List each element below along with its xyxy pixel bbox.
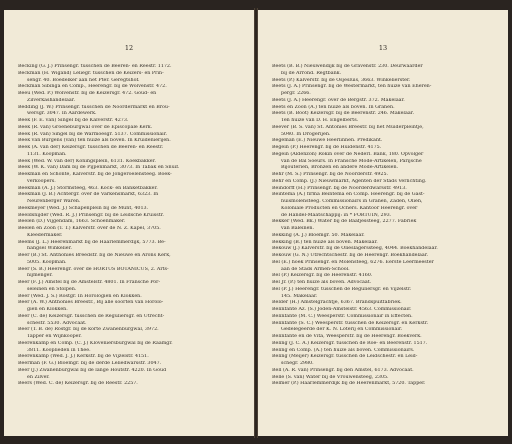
directory-line: Beer (Wed. J. S.) Rostgr. In Horologien en Klokken. (18, 293, 142, 299)
directory-line: Begein (P.) Heerengr. bij de Huidenstr. 4175. (272, 145, 382, 150)
directory-line: van de Bal Soeurs. In Fransche Mode-Artikelen, Parijsche (281, 158, 422, 164)
directory-line: Beek (A. van der) Keizersgr. tusschen de Beeren- en Reestr. (18, 145, 164, 150)
left-page (4, 10, 254, 436)
directory-line: 5005. Koopman. (27, 259, 67, 265)
directory-line: bij de Arrond. Regtbank. (281, 70, 342, 76)
directory-line: schegr. 2980. (281, 361, 314, 366)
directory-line: Beeu (Wed. P.) Wolvenstr. bij de Keizersgr. 472. Goud- en (18, 91, 157, 96)
directory-line: Beekman (A. J.) Stormsteeg, 463. Kock- en Banketbakker. (18, 185, 158, 191)
directory-line: Beelen (D.) Vijgendam, 1663. Schoenmaker. (18, 219, 126, 225)
directory-line: Beek van Burgens (van) ten huize als boven. In Kruidenierijen. (18, 138, 171, 144)
directory-line: Behr en Comp. (J.) Nieuwmarkt, Agenten der Stads Verlichting. (272, 178, 427, 184)
directory-line: Begein (Aldenzon) Rokin over de Nederl. Bank, 180. Opvolger (272, 151, 424, 157)
directory-line: Beekman en Schonte, Kalverstr. bij de Jongeroelensteeg. Boek- (18, 172, 172, 177)
directory-line: Neurenberger Waren. (27, 199, 81, 204)
directory-line: Beets (P.) Kalverstr. bij de Osjesluis, 3663. Winkelierster. (272, 77, 411, 83)
directory-line: aan de Stads Armen-School. (281, 266, 350, 272)
directory-line: 5040. In Drogerijen. (281, 131, 331, 137)
directory-line: Beer (F. J.) Amstel bij de Amstelstr. 4801. In Fransche Por- (18, 280, 161, 285)
directory-line: Beckman (H. Wigand) Leliegr. tusschen de Keizers- en Prin- (18, 70, 164, 76)
directory-line: Beek (F. E. van) Singel bij de Kalverstr. 4273. (18, 118, 129, 123)
directory-line: Beekmeyer (Wed. J.) Schapenplein bij de Munt, 4013. (18, 205, 149, 211)
directory-line: Behr (M. S.) Prinsengr. bij de Noorderstr. 4925. (272, 172, 389, 177)
directory-line: Belle (S. van) Water bij de Vrouwensteeg, 2305. (272, 374, 389, 380)
directory-line: Beek (Wed. W. van der) Koningsplein, 6131. Koekbakker. (18, 158, 156, 164)
directory-line: Beer (C. de) Keizersgr. tusschen de Reguliersgr. en Utrecht- (18, 313, 165, 319)
directory-line: Beelen en Zoon (T. T.) Kalverstr. over de N. Z. Kapel, 3705. (18, 226, 161, 231)
directory-line: Beerman (F. G.) Bloemgr. bij de derde Leliedwarsstr. 3047. (18, 361, 162, 366)
directory-line: Bijouterien, Bronzen en andere Mode-Artikelen. (281, 165, 399, 171)
directory-line: Beems (J. L.) Heerenmarkt bij de Haarlemmerdijk, 5773. Be- (18, 239, 166, 245)
directory-line: Beets (J. A.) Prinsengr. bij de Westermarkt, ten huize van Eheren- (272, 84, 432, 90)
directory-line: Gedelegeerde der K. N. Loterij en Commissionair. (281, 327, 403, 333)
directory-line: Bell (A. R. van) Prinsengr. bij den Amstel, 6173. Advocaat. (272, 367, 414, 373)
directory-line: Beling (J. C. A.) Keizersgr. tusschen de Roe- en Beerenstr. 1517. (272, 340, 428, 346)
page-number: 12 (124, 44, 134, 52)
directory-line: verkoopers. (27, 178, 56, 184)
directory-line: nijmenger. (27, 273, 53, 279)
directory-line: pergr. 2266. (281, 91, 311, 96)
directory-line: 145. Makelaar. (281, 293, 318, 299)
directory-line: Belinfante (M. C.) Weesperstr. Commissionair in Effecten. (272, 313, 413, 319)
directory-line: schestr. 5530. Advocaat. (27, 320, 87, 326)
directory-line: Kleedermaker. (27, 232, 63, 238)
directory-line: Belinfante (S. C.) Weesperstr. tusschen de Keizersgr. en Kerkstr. (272, 320, 429, 326)
directory-line: Beek (W. K. van) Dam bij de Pijpenmarkt, 3073. In Tabak en Snuif. (18, 165, 180, 171)
directory-line: Bel (E.) hoek Prinsengr. en Molensteeg, 6276. Eerste Leermeester (272, 259, 434, 265)
directory-line: Beer (S. B.) Heerengr. over de HORTUS BOTANICUS, 2. Arts- (18, 266, 169, 272)
directory-line: Beer (B.) St. Anthonies Breedstr. bij de Nieuwe en Arons Kerk, (18, 253, 171, 258)
directory-line: Beers (Wed. C. de) Keizersgr. bij de Reestr. 2257. (18, 381, 138, 387)
directory-line: Beindorff (H.) Prinsengr. bij de Noorderdwarsstr. 4913. (272, 185, 407, 191)
directory-entries (18, 64, 246, 388)
directory-line: Ten huize van D. H. Engelberts. (281, 118, 359, 123)
directory-line: Beek (R. van) Singel bij de Warmoesgr. 5137. Commissionair. (18, 131, 168, 137)
directory-line: huismolensteeg. Commissionairs in Granen, Zaden, Olien, (281, 199, 423, 204)
directory-line: Beever (B. S. van) St. Antonies Breestr. bij het Muiderpleintje, (272, 124, 424, 130)
directory-line: Beets (B. Boot) Keizersgr. bij de Beerenstr. 246. Makelaar. (272, 111, 414, 117)
directory-line: gien en Klokken. (27, 307, 68, 312)
directory-line: Beek (R. van) Groeneburgwal over de Episcopale Kerk. (18, 124, 153, 130)
directory-line: Bekouw (J.) Kalverstr. bij de Olieslagerssteeg, 4044. Boekhandelaar. (272, 246, 438, 252)
directory-line: Beling en Comp. (A.) ten huize als boven. Commissionairs. (272, 347, 415, 353)
directory-line: hangsel Winkelier. (27, 246, 72, 252)
directory-line: wersgr. 3047. In Aardewerk. (27, 111, 97, 117)
directory-line: Belinfante Az. (S.) Joden-Amstelstr. 4563. Commissionair. (272, 307, 412, 312)
directory-line: Belinfante en de Vita, Weesperstr. bij de Heerengr. Boekverk. (272, 334, 422, 339)
directory-line: Beckman Sibinga en Comp., Heerengr. bij de Wolvenstr. 472. (18, 84, 167, 90)
directory-line: en Zilver. (27, 374, 50, 380)
directory-line: de Handel-Maatschappij: in * FORTUIN, 293. (281, 212, 392, 218)
directory-line: Beer (T. B. de) Rostgr. bij de korte Zwanenburgwal, 3972. (18, 327, 159, 333)
directory-line: van Baleinen. (281, 226, 315, 231)
directory-line: Tapper en Wijnkooper. (27, 334, 82, 339)
directory-line: Bel (P. J.) Heerengr. tusschen de Reguliersgr. en Vijzelstr. (272, 286, 412, 292)
directory-line: Beerenkamp en Comp. (C. J.) Kloveniersburgwal bij de Raamgr. (18, 340, 173, 346)
directory-line: Beekman (J. B.) Achtergr. over de Varkensmarkt, 6323. In (18, 192, 159, 198)
directory-line: Beer (J.) Zwanenburgwal bij de lange Houtstr. 4220. In Goud (18, 367, 167, 373)
directory-line: Becking (G. J.) Prinsengr. tusschen de Beeren- en Reestr. 1172. (18, 64, 172, 69)
directory-line: 3811. Kooplieden in Thee. (27, 347, 91, 353)
page-number: 13 (378, 44, 388, 52)
directory-line: Beeldsnijder (Wed. R. J.) Prinsengr. bij de Leidsche Kruisstr. (18, 212, 164, 218)
directory-entries (272, 64, 500, 388)
directory-line: Beets (B. B.) Nieuwendijk bij de Gravenstr. 230. Deurwaarder (272, 64, 423, 69)
directory-line: Begeman (E.) Nieuwe Heerlinnen. Predikant. (272, 138, 383, 144)
directory-line: Zilverkashandelaar. (27, 97, 75, 103)
directory-line: 1131. Koopman. (27, 151, 67, 157)
directory-line: Beling (Meijer) Keizersgr. tusschen de Leidschestr. en Leid- (272, 354, 418, 360)
directory-line: Beintema (A.) firma Beintema en Comp. Heerengr. bij de Gast- (272, 192, 425, 198)
directory-line: Bel (P.) Keizersgr. bij de Heerenstr. 4160. (272, 273, 373, 279)
directory-line: sengr. 40. Boedelker aan het Pter. Geregtshof. (27, 77, 140, 83)
directory-line: Beerenkamp (Wed. J. J.) Kerkstr. bij de Vijzelstr. 4151. (18, 354, 149, 360)
directory-line: Bekouw (G. N.) Utrechtschestr. bij de Heerengr. Boekhandelaar. (272, 253, 429, 258)
directory-line: Bekking (B.) ten huize als boven. Makelaar. (272, 239, 378, 245)
directory-line: Belmer (P.) Haarlemmerdijk bij de Heerenmarkt, 5720. Tapper. (272, 381, 426, 387)
right-page (258, 10, 508, 436)
directory-line: Bedding (J. W.) Prinsengr. tusschen de Noordermarkt en Brou- (18, 104, 170, 110)
directory-line: Bekker (Wed. Bk.) Water bij de Baafjessteeg, 2277. Fabriek (272, 219, 417, 225)
directory-line: Beets (J. A.) Heerengr. over de Bergstr. 372. Makelaar. (272, 97, 405, 103)
directory-line: Bekking (A. J.) Bloemgr. 50. Makelaar. (272, 232, 365, 238)
directory-line: Bel Jr. (P.) ten huize als boven. Advocaat. (272, 280, 372, 285)
directory-line: seleinen en Stolpen. (27, 286, 77, 292)
directory-line: Beer (A. W.) Anthonies Breestr., Bij alle soorten van Horolo- (18, 300, 164, 306)
directory-line: Belder (H.) Amstelgrachtje, 6367. Brandspuitfabriek. (272, 300, 402, 306)
directory-line: Koloniale Producten en Ochers. Kantoor Heerengr. over (281, 205, 418, 211)
directory-line: Beets en Zoon (A.) ten huize als boven. In Granen. (272, 104, 395, 110)
